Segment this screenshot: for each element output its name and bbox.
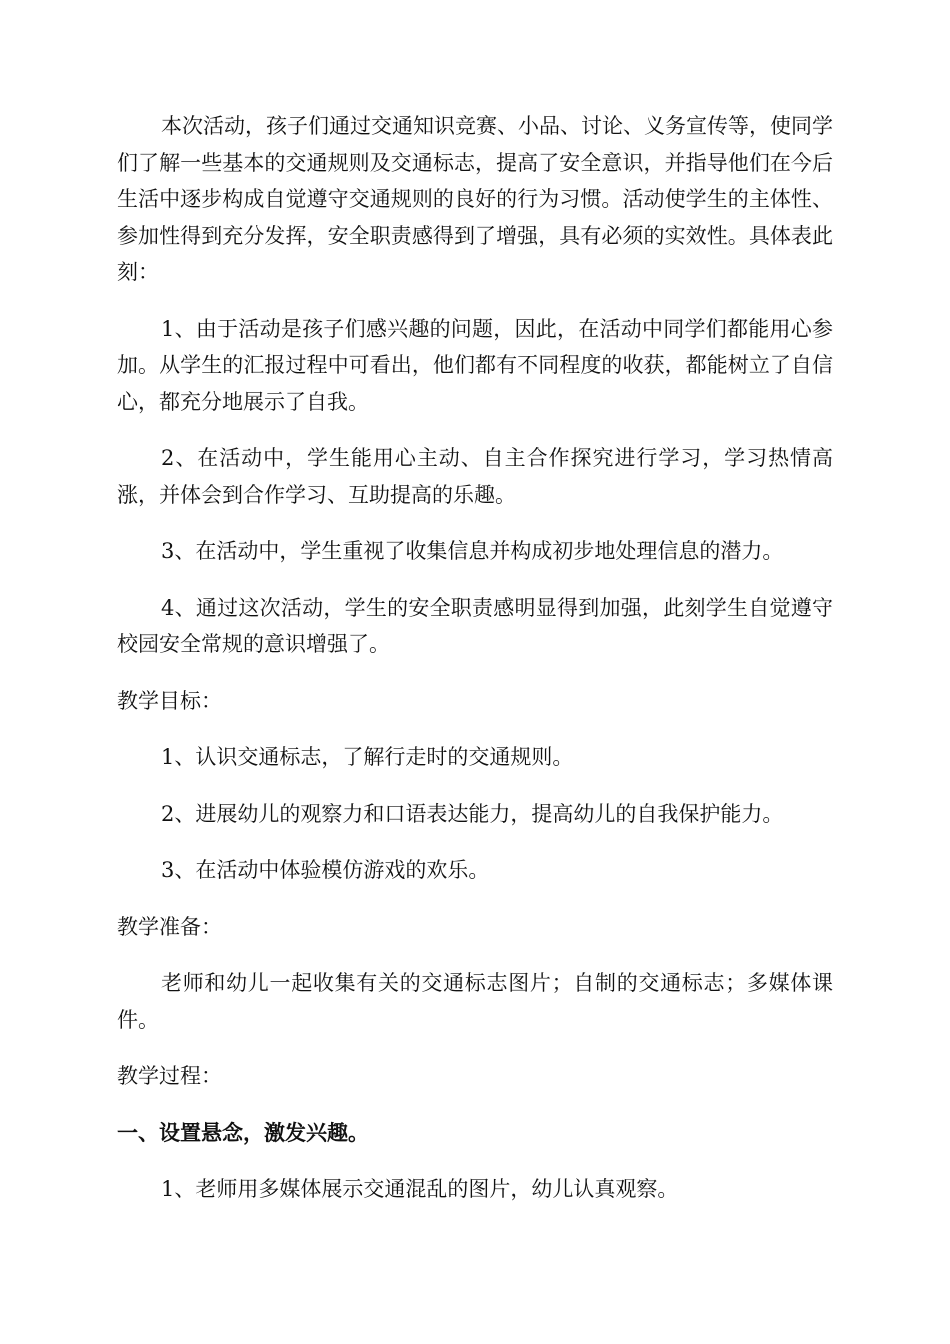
result-item-3: 3、在活动中，学生重视了收集信息并构成初步地处理信息的潜力。: [161, 539, 784, 563]
result-item-2: 2、在活动中，学生能用心主动、自主合作探究进行学习，学习热情高涨，并体会到合作学习、互助提高的乐趣。: [117, 446, 833, 507]
goal-item-1: 1、认识交通标志，了解行走时的交通规则。: [161, 745, 574, 769]
result-item-4: 4、通过这次活动，学生的安全职责感明显得到加强，此刻学生自觉遵守校园安全常规的意识增强了。: [117, 595, 833, 656]
step-heading-1: 一、设置悬念，激发兴趣。: [117, 1119, 369, 1145]
summary-paragraph: 本次活动，孩子们通过交通知识竞赛、小品、讨论、义务宣传等，使同学们了解一些基本的交通规则及交通标志，提高了安全意识，并指导他们在今后生活中逐步构成自觉遵守交通规则的良好的行为习惯。活动使学生的主体性、参加性得到充分发挥，安全职责感得到了增强，具有必须的实效性。具体表此刻：: [117, 114, 833, 284]
goal-item-2: 2、进展幼儿的观察力和口语表达能力，提高幼儿的自我保护能力。: [161, 801, 784, 826]
result-item-1: 1、由于活动是孩子们感兴趣的问题，因此，在活动中同学们都能用心参加。从学生的汇报过程中可看出，他们都有不同程度的收获，都能树立了自信心，都充分地展示了自我。: [117, 316, 833, 414]
section-heading-preparation: 教学准备：: [117, 914, 222, 939]
section-heading-process: 教学过程：: [117, 1064, 222, 1088]
section-heading-goals: 教学目标：: [117, 688, 222, 713]
document-body: [117, 108, 833, 1228]
preparation-paragraph: 老师和幼儿一起收集有关的交通标志图片；自制的交通标志；多媒体课件。: [117, 971, 833, 1032]
step-item-1: 1、老师用多媒体展示交通混乱的图片，幼儿认真观察。: [161, 1177, 679, 1201]
goal-item-3: 3、在活动中体验模仿游戏的欢乐。: [161, 858, 490, 882]
